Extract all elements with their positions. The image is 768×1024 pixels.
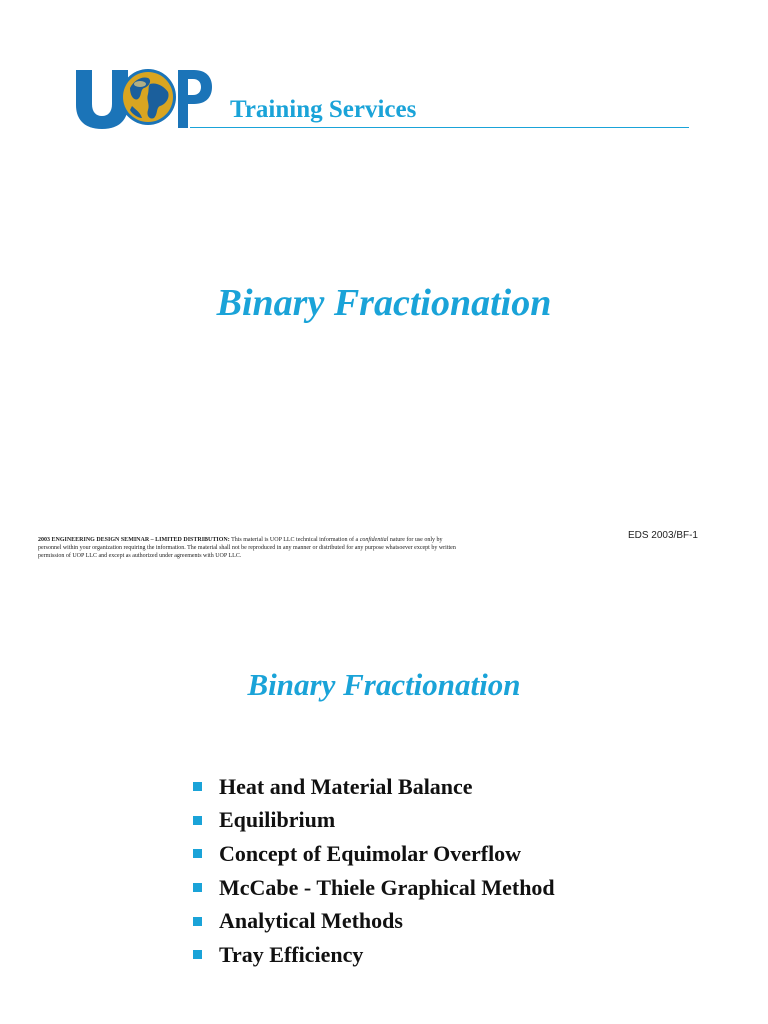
topic-text: Analytical Methods [219, 908, 403, 934]
list-item [193, 804, 555, 838]
topic-text: McCabe - Thiele Graphical Method [219, 874, 555, 900]
uop-logo-mark [74, 66, 214, 132]
topic-list [193, 770, 555, 972]
square-bullet-icon [193, 917, 202, 926]
square-bullet-icon [193, 782, 202, 791]
disclaimer-text-1: This material is UOP LLC technical information of a [229, 537, 360, 543]
topic-text: Equilibrium [219, 807, 336, 833]
disclaimer-lead: 2003 ENGINEERING DESIGN SEMINAR – LIMITED DISTRIBUTION: [38, 537, 230, 543]
topic-text: Concept of Equimolar Overflow [219, 840, 522, 866]
brand-tagline: Training Services [230, 96, 417, 123]
topic-text: Tray Efficiency [219, 941, 364, 967]
square-bullet-icon [193, 883, 202, 892]
uop-logo [74, 66, 214, 132]
list-item [193, 938, 555, 972]
square-bullet-icon [193, 816, 202, 825]
slide-title: Binary Fractionation [216, 282, 552, 324]
disclaimer-confidential: confidential [359, 537, 389, 543]
square-bullet-icon [193, 849, 202, 858]
distribution-disclaimer [38, 536, 458, 560]
disclaimer-text-2: nature for use only by personnel within your organization requiring the information. The material shall not be reproduced in any manner or distributed for any purpose whatsoever except by written permission of UOP LLC and except as authorized under agreements with UOP LLC. [38, 537, 456, 559]
globe-icon [120, 69, 176, 125]
slide-id: EDS 2003/BF-1 [627, 530, 698, 541]
list-item [193, 904, 555, 938]
square-bullet-icon [193, 950, 202, 959]
topic-text: Heat and Material Balance [219, 773, 473, 799]
list-item [193, 837, 555, 871]
list-item [193, 770, 555, 804]
outline-title: Binary Fractionation [247, 667, 521, 702]
list-item [193, 871, 555, 905]
brand-divider [190, 127, 689, 128]
